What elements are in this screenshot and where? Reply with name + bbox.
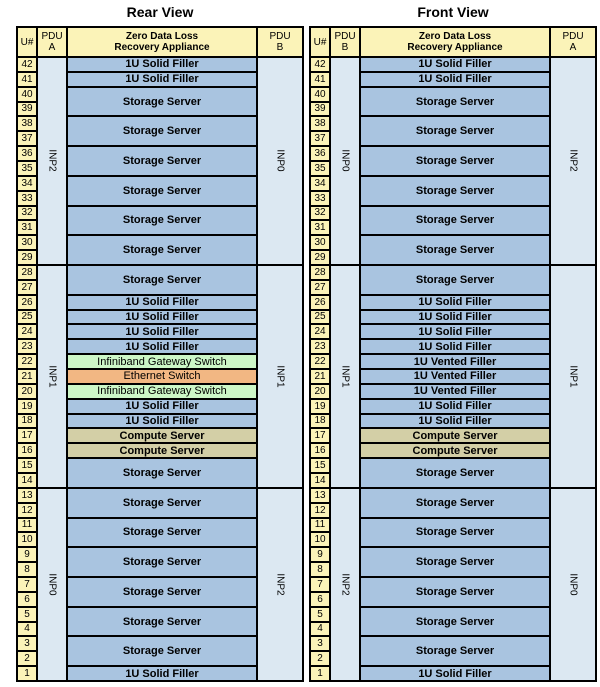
device-slot: Compute Server xyxy=(360,443,550,458)
left-pdu-group xyxy=(330,488,360,681)
device-slot: 1U Solid Filler xyxy=(67,324,257,339)
u-number: 36 xyxy=(17,146,37,161)
pdu-group-label: INP0 xyxy=(339,149,351,173)
u-number: 16 xyxy=(310,443,330,458)
u-number: 1 xyxy=(310,666,330,681)
u-number: 10 xyxy=(17,532,37,547)
u-number: 22 xyxy=(17,354,37,369)
u-number: 29 xyxy=(310,250,330,265)
device-slot: Storage Server xyxy=(67,265,257,295)
device-slot: 1U Solid Filler xyxy=(67,310,257,325)
u-number: 7 xyxy=(310,577,330,592)
device-slot: Storage Server xyxy=(360,577,550,607)
u-number: 23 xyxy=(310,339,330,354)
device-slot: 1U Vented Filler xyxy=(360,369,550,384)
u-number: 8 xyxy=(310,562,330,577)
device-slot: Storage Server xyxy=(360,87,550,117)
left-pdu-header: PDU A xyxy=(37,27,67,57)
u-number: 33 xyxy=(310,191,330,206)
u-number: 31 xyxy=(17,220,37,235)
u-number: 15 xyxy=(17,458,37,473)
u-number: 29 xyxy=(17,250,37,265)
u-number: 25 xyxy=(17,310,37,325)
right-pdu-group xyxy=(550,57,596,265)
u-header: U# xyxy=(310,27,330,57)
u-number: 33 xyxy=(17,191,37,206)
device-slot: Storage Server xyxy=(67,488,257,518)
u-number: 7 xyxy=(17,577,37,592)
device-slot: Storage Server xyxy=(360,488,550,518)
device-slot: Storage Server xyxy=(67,206,257,236)
u-number: 13 xyxy=(310,488,330,503)
u-number: 21 xyxy=(310,369,330,384)
pdu-group-label: INP2 xyxy=(274,573,286,596)
u-number: 26 xyxy=(17,295,37,310)
device-slot: Storage Server xyxy=(67,636,257,666)
device-slot: Storage Server xyxy=(67,116,257,146)
u-number: 2 xyxy=(17,651,37,666)
u-number: 38 xyxy=(17,116,37,131)
device-slot: Ethernet Switch xyxy=(67,369,257,384)
device-slot: Storage Server xyxy=(67,607,257,637)
device-slot: Storage Server xyxy=(360,116,550,146)
u-number: 41 xyxy=(310,72,330,87)
u-number: 40 xyxy=(310,87,330,102)
device-slot: Storage Server xyxy=(67,146,257,176)
device-slot: Infiniband Gateway Switch xyxy=(67,354,257,369)
pdu-group-label: INP0 xyxy=(46,573,58,596)
u-number: 34 xyxy=(310,176,330,191)
u-number: 6 xyxy=(17,592,37,607)
device-slot: 1U Solid Filler xyxy=(360,414,550,429)
u-number: 8 xyxy=(17,562,37,577)
right-pdu-group xyxy=(550,265,596,488)
u-number: 9 xyxy=(17,547,37,562)
u-number: 1 xyxy=(17,666,37,681)
u-number: 27 xyxy=(17,280,37,295)
u-number: 30 xyxy=(310,235,330,250)
device-slot: Storage Server xyxy=(360,458,550,488)
device-slot: Storage Server xyxy=(67,547,257,577)
device-slot: Storage Server xyxy=(67,235,257,265)
u-header: U# xyxy=(17,27,37,57)
u-number: 21 xyxy=(17,369,37,384)
left-pdu-header: PDU B xyxy=(330,27,360,57)
device-slot: 1U Solid Filler xyxy=(67,414,257,429)
u-number: 17 xyxy=(310,428,330,443)
device-slot: Storage Server xyxy=(67,577,257,607)
device-slot: Storage Server xyxy=(67,458,257,488)
device-slot: 1U Solid Filler xyxy=(67,399,257,414)
device-slot: 1U Solid Filler xyxy=(67,72,257,87)
right-pdu-header: PDU A xyxy=(550,27,596,57)
u-number: 42 xyxy=(310,57,330,72)
device-slot: 1U Solid Filler xyxy=(360,324,550,339)
rear-rack xyxy=(16,26,304,682)
u-number: 18 xyxy=(310,414,330,429)
left-pdu-group xyxy=(330,57,360,265)
u-number: 4 xyxy=(310,622,330,637)
pdu-group-label: INP2 xyxy=(46,149,58,173)
device-slot: 1U Solid Filler xyxy=(360,295,550,310)
u-number: 28 xyxy=(17,265,37,280)
device-slot: Storage Server xyxy=(67,87,257,117)
u-number: 20 xyxy=(17,384,37,399)
device-slot: Storage Server xyxy=(360,547,550,577)
front-view-title: Front View xyxy=(417,4,489,20)
u-number: 13 xyxy=(17,488,37,503)
right-pdu-group xyxy=(550,488,596,681)
device-slot: Storage Server xyxy=(360,636,550,666)
u-number: 37 xyxy=(310,131,330,146)
u-number: 34 xyxy=(17,176,37,191)
pdu-group-label: INP1 xyxy=(46,365,58,388)
device-slot: Storage Server xyxy=(360,265,550,295)
device-slot: Storage Server xyxy=(360,235,550,265)
u-number: 35 xyxy=(17,161,37,176)
u-number: 24 xyxy=(310,324,330,339)
pdu-group-label: INP0 xyxy=(567,573,579,596)
u-number: 39 xyxy=(310,102,330,117)
u-number: 23 xyxy=(17,339,37,354)
pdu-group-label: INP2 xyxy=(339,573,351,596)
right-pdu-header: PDU B xyxy=(257,27,303,57)
u-number: 3 xyxy=(17,636,37,651)
device-slot: Compute Server xyxy=(360,428,550,443)
left-pdu-group xyxy=(37,57,67,265)
u-number: 37 xyxy=(17,131,37,146)
u-number: 5 xyxy=(17,607,37,622)
u-number: 31 xyxy=(310,220,330,235)
u-number: 9 xyxy=(310,547,330,562)
u-number: 27 xyxy=(310,280,330,295)
device-slot: Storage Server xyxy=(67,176,257,206)
device-slot: 1U Vented Filler xyxy=(360,354,550,369)
u-number: 38 xyxy=(310,116,330,131)
device-slot: Compute Server xyxy=(67,443,257,458)
u-number: 2 xyxy=(310,651,330,666)
u-number: 16 xyxy=(17,443,37,458)
device-slot: 1U Solid Filler xyxy=(67,295,257,310)
right-pdu-group xyxy=(257,57,303,265)
device-slot: 1U Solid Filler xyxy=(67,339,257,354)
right-pdu-group xyxy=(257,265,303,488)
u-number: 14 xyxy=(310,473,330,488)
u-number: 18 xyxy=(17,414,37,429)
u-number: 12 xyxy=(310,503,330,518)
pdu-group-label: INP1 xyxy=(274,365,286,388)
device-slot: Storage Server xyxy=(67,518,257,548)
u-number: 35 xyxy=(310,161,330,176)
u-number: 19 xyxy=(310,399,330,414)
left-pdu-group xyxy=(37,488,67,681)
pdu-group-label: INP2 xyxy=(567,149,579,173)
device-slot: 1U Solid Filler xyxy=(67,57,257,72)
u-number: 36 xyxy=(310,146,330,161)
u-number: 10 xyxy=(310,532,330,547)
u-number: 25 xyxy=(310,310,330,325)
pdu-group-label: INP1 xyxy=(567,365,579,388)
device-slot: 1U Solid Filler xyxy=(360,310,550,325)
u-number: 28 xyxy=(310,265,330,280)
u-number: 6 xyxy=(310,592,330,607)
u-number: 11 xyxy=(310,518,330,533)
u-number: 19 xyxy=(17,399,37,414)
device-slot: 1U Solid Filler xyxy=(360,666,550,681)
device-slot: Storage Server xyxy=(360,176,550,206)
u-number: 24 xyxy=(17,324,37,339)
device-slot: Storage Server xyxy=(360,206,550,236)
device-slot: Storage Server xyxy=(360,518,550,548)
device-slot: 1U Vented Filler xyxy=(360,384,550,399)
device-slot: 1U Solid Filler xyxy=(67,666,257,681)
u-number: 11 xyxy=(17,518,37,533)
u-number: 30 xyxy=(17,235,37,250)
u-number: 3 xyxy=(310,636,330,651)
u-number: 26 xyxy=(310,295,330,310)
device-slot: Storage Server xyxy=(360,146,550,176)
u-number: 32 xyxy=(310,206,330,221)
front-rack xyxy=(309,26,597,682)
device-slot: 1U Solid Filler xyxy=(360,57,550,72)
left-pdu-group xyxy=(37,265,67,488)
pdu-group-label: INP0 xyxy=(274,149,286,173)
device-slot: 1U Solid Filler xyxy=(360,399,550,414)
u-number: 40 xyxy=(17,87,37,102)
u-number: 14 xyxy=(17,473,37,488)
u-number: 42 xyxy=(17,57,37,72)
device-slot: Compute Server xyxy=(67,428,257,443)
u-number: 4 xyxy=(17,622,37,637)
right-pdu-group xyxy=(257,488,303,681)
left-pdu-group xyxy=(330,265,360,488)
device-slot: Storage Server xyxy=(360,607,550,637)
rear-view-title: Rear View xyxy=(126,4,194,20)
u-number: 41 xyxy=(17,72,37,87)
u-number: 32 xyxy=(17,206,37,221)
appliance-header: Zero Data Loss Recovery Appliance xyxy=(360,27,550,57)
device-slot: 1U Solid Filler xyxy=(360,72,550,87)
u-number: 39 xyxy=(17,102,37,117)
pdu-group-label: INP1 xyxy=(339,365,351,388)
appliance-header: Zero Data Loss Recovery Appliance xyxy=(67,27,257,57)
u-number: 20 xyxy=(310,384,330,399)
u-number: 17 xyxy=(17,428,37,443)
u-number: 5 xyxy=(310,607,330,622)
u-number: 12 xyxy=(17,503,37,518)
device-slot: Infiniband Gateway Switch xyxy=(67,384,257,399)
device-slot: 1U Solid Filler xyxy=(360,339,550,354)
u-number: 15 xyxy=(310,458,330,473)
u-number: 22 xyxy=(310,354,330,369)
